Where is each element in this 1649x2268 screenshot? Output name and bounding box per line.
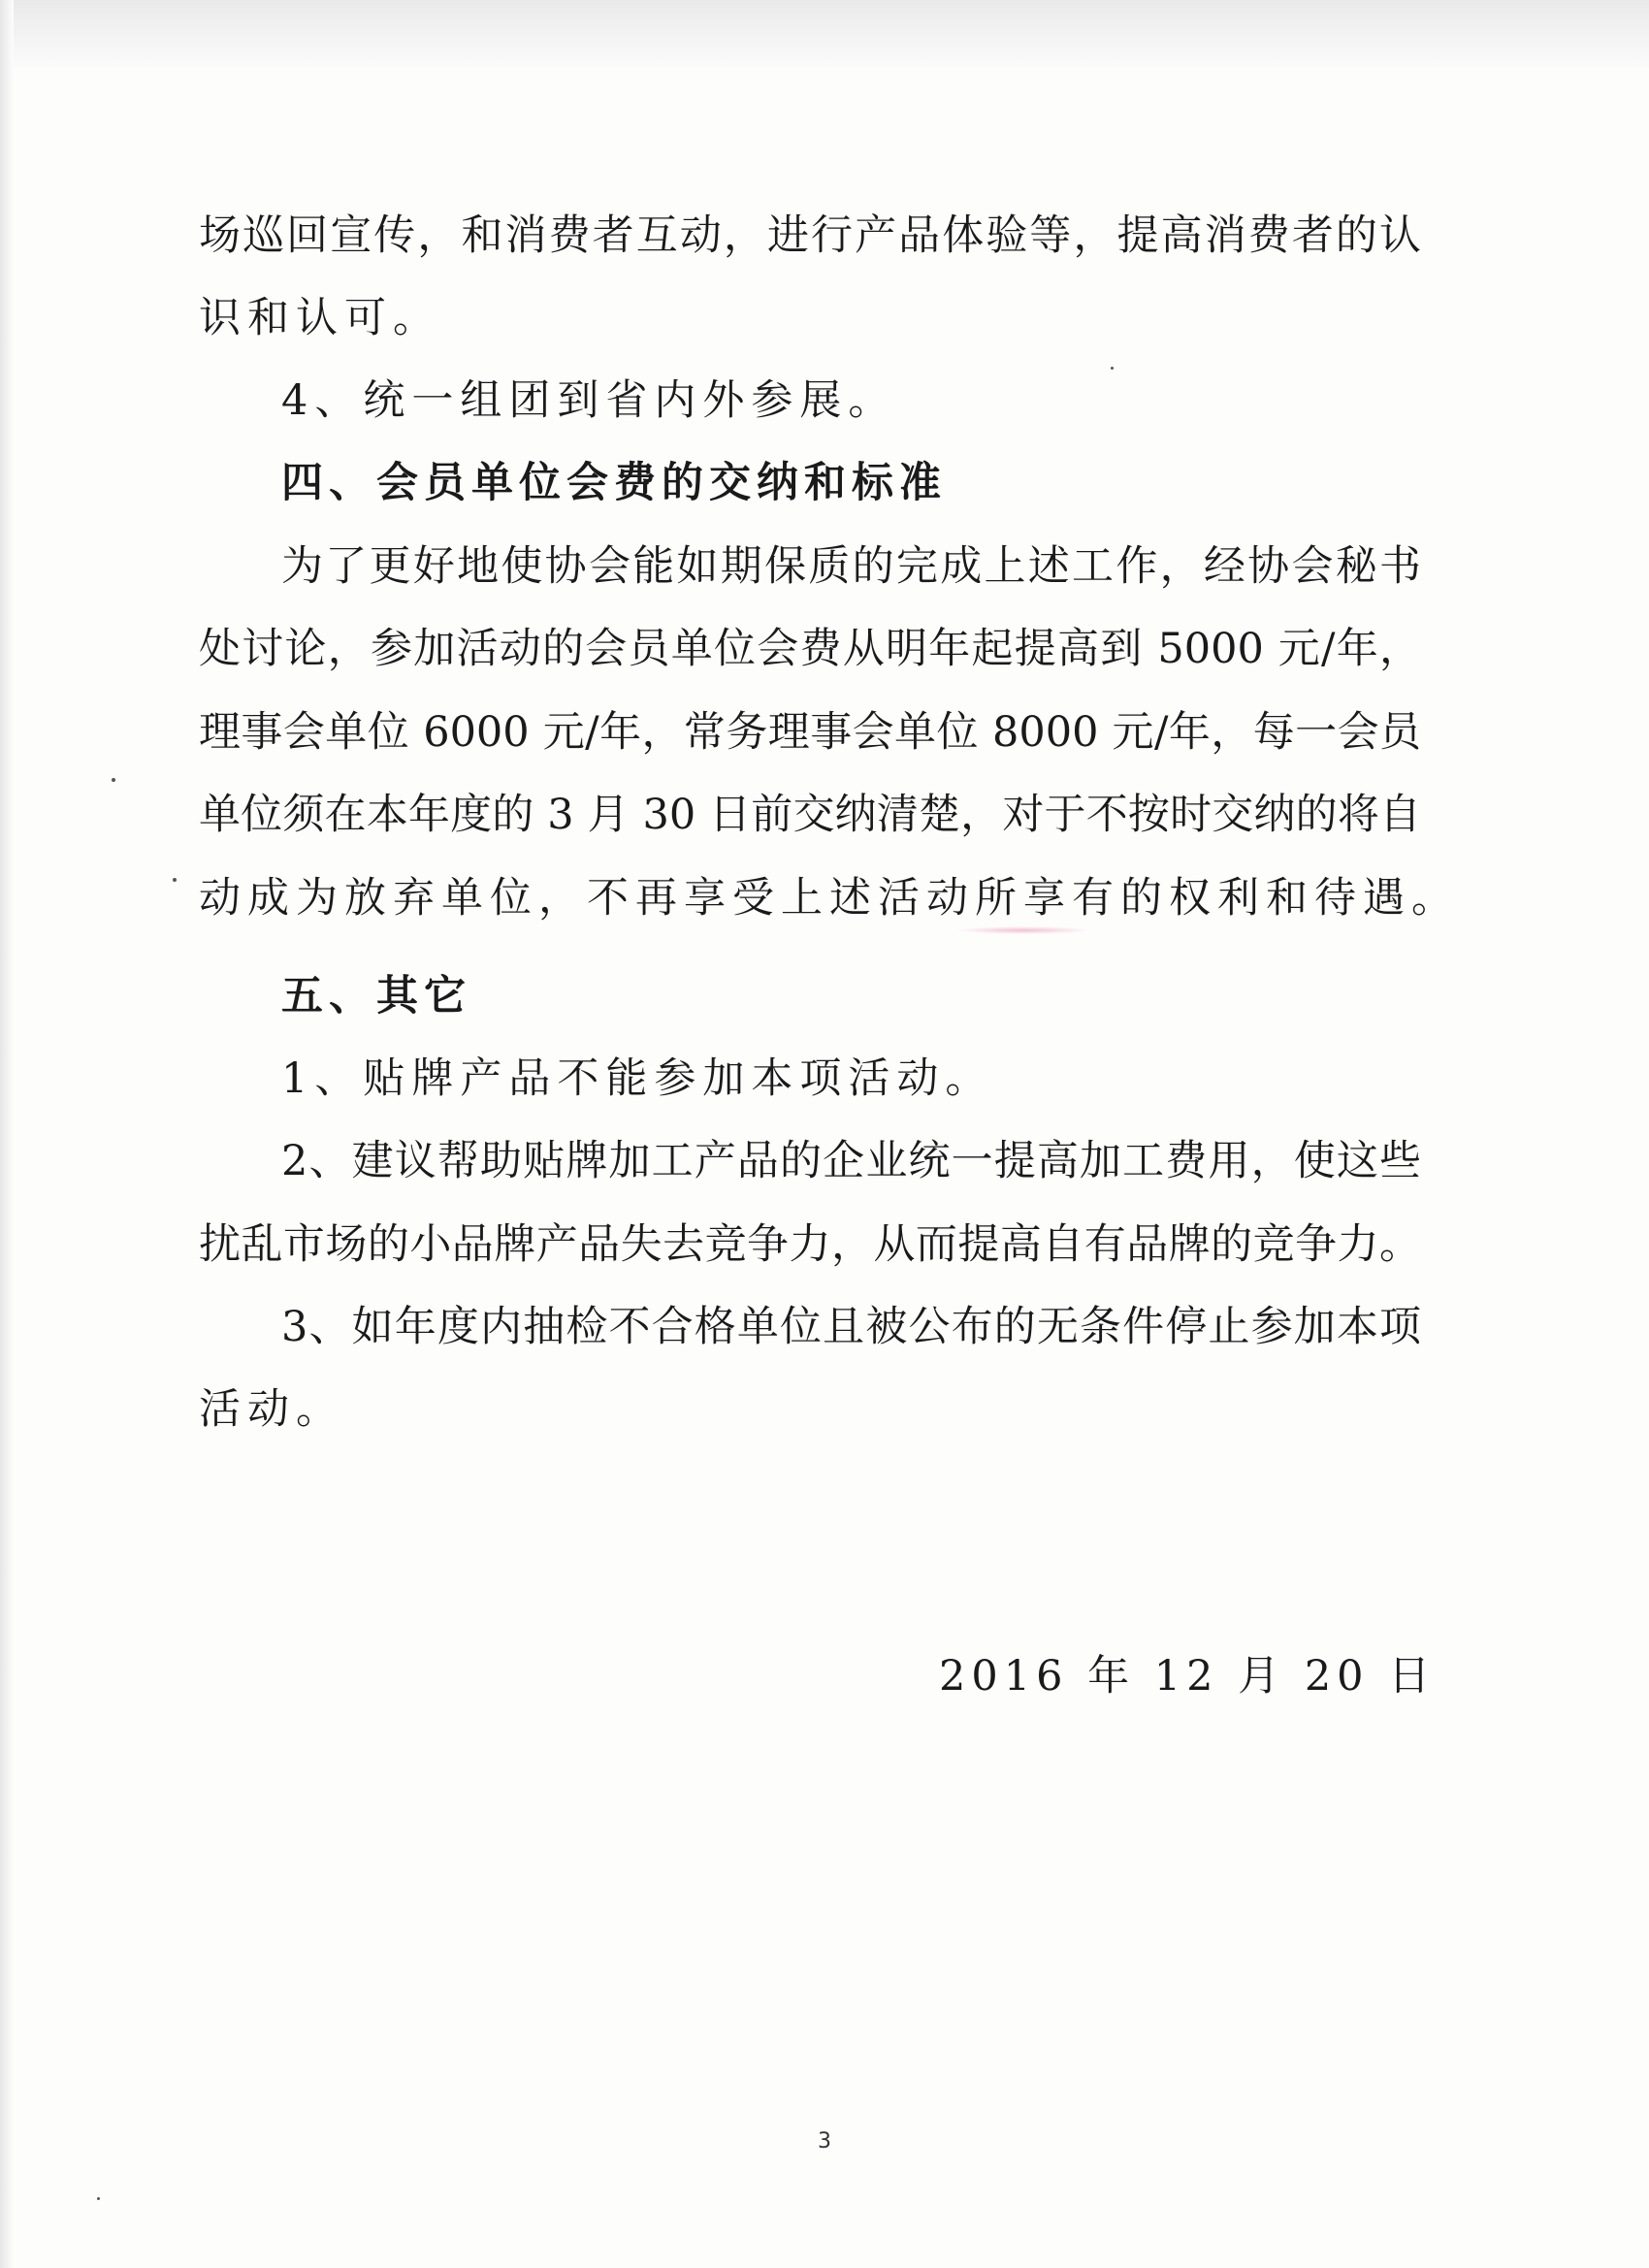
- body-line-2: 识和认可。: [199, 294, 441, 342]
- section-heading-4: 四、会员单位会费的交纳和标准: [281, 459, 947, 507]
- body-line-fee-5: 动成为放弃单位，不再享受上述活动所享有的权利和待遇。: [199, 874, 1460, 923]
- list-item-other-3-cont: 活动。: [199, 1385, 344, 1434]
- list-item-other-2: 2、建议帮助贴牌加工产品的企业统一提高加工费用，使这些: [281, 1137, 1421, 1185]
- body-line-1: 场巡回宣传，和消费者互动，进行产品体验等，提高消费者的认: [199, 211, 1421, 260]
- body-line-fee-1: 为了更好地使协会能如期保质的完成上述工作，经协会秘书: [281, 542, 1421, 591]
- body-line-fee-2: 处讨论，参加活动的会员单位会费从明年起提高到 5000 元/年，: [199, 625, 1421, 673]
- section-heading-5: 五、其它: [281, 972, 471, 1021]
- document-date: 2016 年 12 月 20 日: [939, 1652, 1437, 1701]
- scan-shadow-left: [0, 0, 14, 2268]
- body-line-fee-4: 单位须在本年度的 3 月 30 日前交纳清楚，对于不按时交纳的将自: [199, 791, 1421, 839]
- list-item-4: 4、统一组团到省内外参展。: [281, 376, 897, 425]
- page-number: 3: [818, 2129, 831, 2154]
- list-item-other-2-cont: 扰乱市场的小品牌产品失去竞争力，从而提高自有品牌的竞争力。: [199, 1220, 1421, 1269]
- body-line-fee-3: 理事会单位 6000 元/年，常务理事会单位 8000 元/年，每一会员: [199, 708, 1421, 757]
- list-item-other-1: 1、贴牌产品不能参加本项活动。: [281, 1054, 994, 1103]
- scan-shadow-top: [0, 0, 1649, 68]
- list-item-other-3: 3、如年度内抽检不合格单位且被公布的无条件停止参加本项: [281, 1303, 1421, 1351]
- scan-speck: [97, 2197, 100, 2200]
- ink-smudge: [955, 926, 1091, 934]
- scan-speck: [1111, 367, 1114, 370]
- scan-speck: [173, 878, 177, 882]
- scan-speck: [112, 778, 115, 782]
